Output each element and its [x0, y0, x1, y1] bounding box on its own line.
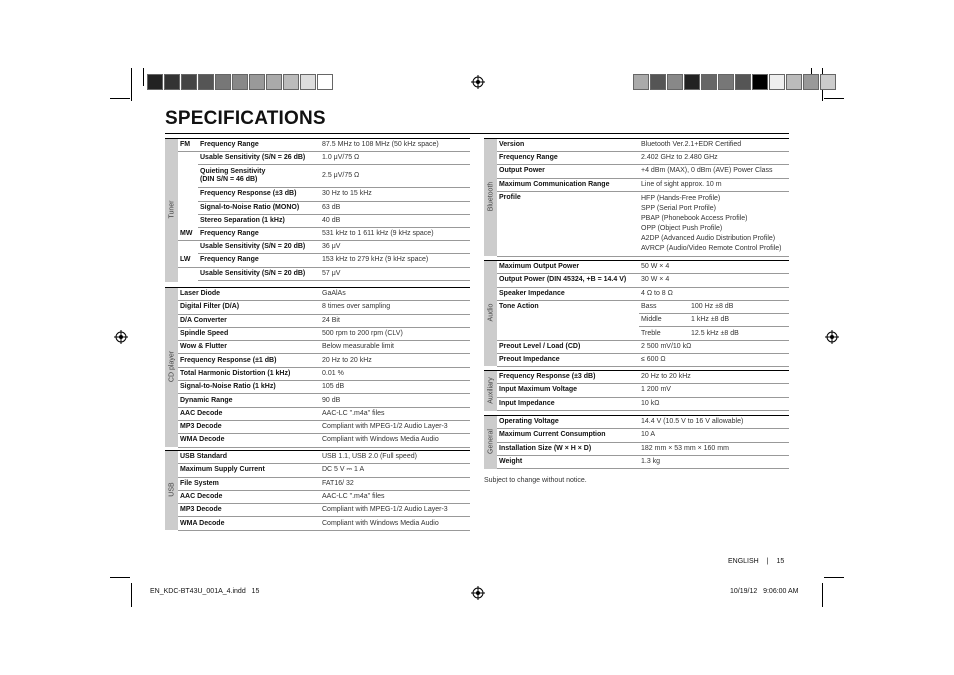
- registration-mark-icon: [825, 330, 839, 344]
- band-label: MW: [178, 227, 198, 240]
- table-row: [178, 214, 470, 227]
- spec-label: Operating Voltage: [497, 416, 639, 429]
- profile-item: SPP (Serial Port Profile): [641, 204, 716, 212]
- table-row: [178, 420, 470, 433]
- profile-item: A2DP (Advanced Audio Distribution Profile): [641, 234, 776, 242]
- table-row: [178, 367, 470, 380]
- spec-value: FAT16/ 32: [320, 477, 470, 490]
- spec-label: Input Maximum Voltage: [497, 384, 639, 397]
- table-row: [497, 300, 789, 313]
- color-swatch: [718, 74, 734, 90]
- spec-value: 14.4 V (10.5 V to 16 V allowable): [639, 416, 789, 429]
- color-swatch: [198, 74, 214, 90]
- spec-label: Preout Level / Load (CD): [497, 340, 639, 353]
- spec-label: Usable Sensitivity (S/N = 26 dB): [198, 152, 320, 165]
- color-swatch: [650, 74, 666, 90]
- table-row: [497, 371, 789, 384]
- table-row: [178, 341, 470, 354]
- spec-table: [497, 261, 789, 367]
- spec-value: 20 Hz to 20 kHz: [320, 354, 470, 367]
- spec-value: 30 W × 4: [639, 274, 789, 287]
- table-row: [178, 490, 470, 503]
- color-swatch: [769, 74, 785, 90]
- table-row: [178, 241, 470, 254]
- table-row: [497, 354, 789, 367]
- table-row: [178, 354, 470, 367]
- spec-value: Line of sight approx. 10 m: [639, 178, 789, 191]
- spec-label: Output Power (DIN 45324, +B = 14.4 V): [497, 274, 639, 287]
- table-row: [178, 314, 470, 327]
- color-swatch: [249, 74, 265, 90]
- spec-label: Usable Sensitivity (S/N = 20 dB): [198, 241, 320, 254]
- color-swatch: [300, 74, 316, 90]
- spec-value: DC 5 V ⎓ 1 A: [320, 464, 470, 477]
- table-row: [178, 254, 470, 267]
- spec-label: Frequency Response (±3 dB): [198, 188, 320, 201]
- table-row: [178, 188, 470, 201]
- spec-label: Version: [497, 139, 639, 152]
- spec-value: 8 times over sampling: [320, 301, 470, 314]
- color-swatch: [752, 74, 768, 90]
- band-label: [178, 214, 198, 227]
- page-title: SPECIFICATIONS: [165, 108, 326, 129]
- tone-band: Middle: [639, 314, 689, 327]
- footer-language: ENGLISH: [728, 558, 759, 565]
- band-label: [178, 201, 198, 214]
- color-swatch: [701, 74, 717, 90]
- table-row: [497, 261, 789, 274]
- table-row: [178, 227, 470, 240]
- spec-label: Speaker Impedance: [497, 287, 639, 300]
- color-swatch: [820, 74, 836, 90]
- spec-label: Tone Action: [497, 300, 639, 340]
- section-label-bar: [484, 415, 497, 469]
- spec-value: AAC-LC ".m4a" files: [320, 407, 470, 420]
- spec-label: USB Standard: [178, 451, 320, 464]
- table-row: [178, 464, 470, 477]
- color-bar-right: [633, 74, 837, 90]
- table-row: [497, 340, 789, 353]
- spec-label: Signal-to-Noise Ratio (MONO): [198, 201, 320, 214]
- section-label-bar: [165, 287, 178, 447]
- spec-value: AAC-LC ".m4a" files: [320, 490, 470, 503]
- spec-label: Frequency Response (±3 dB): [497, 371, 639, 384]
- spec-value: +4 dBm (MAX), 0 dBm (AVE) Power Class: [639, 165, 789, 178]
- spec-label: Output Power: [497, 165, 639, 178]
- spec-value: 105 dB: [320, 381, 470, 394]
- spec-label: Preout Impedance: [497, 354, 639, 367]
- table-row: [497, 397, 789, 410]
- section-label: Bluetooth: [487, 181, 494, 212]
- table-row: [178, 267, 470, 280]
- profile-item: HFP (Hands-Free Profile): [641, 194, 721, 202]
- table-row: [497, 416, 789, 429]
- spec-value: USB 1.1, USB 2.0 (Full speed): [320, 451, 470, 464]
- spec-value: 2 500 mV/10 kΩ: [639, 340, 789, 353]
- color-swatch: [181, 74, 197, 90]
- profile-item: PBAP (Phonebook Access Profile): [641, 214, 748, 222]
- spec-value: 40 dB: [320, 214, 470, 227]
- print-date-info: 10/19/12 9:06:00 AM: [730, 588, 799, 595]
- spec-label: Total Harmonic Distortion (1 kHz): [178, 367, 320, 380]
- spec-label: WMA Decode: [178, 517, 320, 530]
- table-row: [178, 407, 470, 420]
- section-label: USB: [168, 482, 175, 497]
- section-label-bar: [484, 138, 497, 256]
- spec-label: Digital Filter (D/A): [178, 301, 320, 314]
- table-row: [497, 191, 789, 256]
- table-row: [497, 442, 789, 455]
- color-bar-left: [147, 74, 334, 90]
- section-label: Auxiliary: [487, 376, 494, 404]
- spec-value: GaAlAs: [320, 288, 470, 301]
- spec-label: Maximum Communication Range: [497, 178, 639, 191]
- table-row: [178, 201, 470, 214]
- color-swatch: [266, 74, 282, 90]
- color-swatch: [283, 74, 299, 90]
- table-row: [178, 477, 470, 490]
- tone-band: Treble: [639, 327, 689, 340]
- spec-value: 153 kHz to 279 kHz (9 kHz space): [320, 254, 470, 267]
- disclaimer-note: Subject to change without notice.: [484, 477, 587, 484]
- table-row: [497, 152, 789, 165]
- table-row: [178, 381, 470, 394]
- spec-value: Compliant with Windows Media Audio: [320, 434, 470, 447]
- spec-label: Signal-to-Noise Ratio (1 kHz): [178, 381, 320, 394]
- spec-table: [497, 416, 789, 469]
- spec-value: 90 dB: [320, 394, 470, 407]
- spec-value: 531 kHz to 1 611 kHz (9 kHz space): [320, 227, 470, 240]
- band-label: [178, 152, 198, 165]
- color-swatch: [164, 74, 180, 90]
- spec-label: MP3 Decode: [178, 504, 320, 517]
- band-label: [178, 241, 198, 254]
- table-row: [497, 139, 789, 152]
- spec-value: Below measurable limit: [320, 341, 470, 354]
- table-row: [178, 517, 470, 530]
- spec-value: Bluetooth Ver.2.1+EDR Certified: [639, 139, 789, 152]
- band-label: FM: [178, 139, 198, 152]
- spec-label: Usable Sensitivity (S/N = 20 dB): [198, 267, 320, 280]
- spec-value: 2.402 GHz to 2.480 GHz: [639, 152, 789, 165]
- spec-value: 1.3 kg: [639, 455, 789, 468]
- spec-value: 500 rpm to 200 rpm (CLV): [320, 327, 470, 340]
- color-swatch: [633, 74, 649, 90]
- spec-label: Frequency Range: [198, 227, 320, 240]
- crop-mark: [131, 583, 132, 607]
- spec-label: Installation Size (W × H × D): [497, 442, 639, 455]
- footer-separator: |: [766, 558, 769, 565]
- tone-value: 12.5 kHz ±8 dB: [689, 327, 789, 340]
- tone-value: 1 kHz ±8 dB: [689, 314, 789, 327]
- spec-value: 10 kΩ: [639, 397, 789, 410]
- section-label-bar: [165, 138, 178, 282]
- spec-label: Frequency Range: [198, 254, 320, 267]
- table-row: [497, 178, 789, 191]
- color-swatch: [684, 74, 700, 90]
- table-row: [497, 455, 789, 468]
- spec-value: 63 dB: [320, 201, 470, 214]
- band-label: [178, 267, 198, 280]
- footer-page-number: 15: [776, 558, 785, 565]
- spec-value: 36 μV: [320, 241, 470, 254]
- crop-mark: [110, 577, 130, 578]
- table-row: [178, 327, 470, 340]
- table-row: [178, 451, 470, 464]
- spec-label: Maximum Current Consumption: [497, 429, 639, 442]
- table-row: [497, 384, 789, 397]
- print-file-info: EN_KDC-BT43U_001A_4.indd 15: [150, 588, 260, 595]
- spec-table: [497, 139, 789, 257]
- color-swatch: [317, 74, 333, 90]
- registration-mark-icon: [114, 330, 128, 344]
- spec-label: Frequency Range: [497, 152, 639, 165]
- registration-mark-icon: [471, 586, 485, 600]
- crop-mark: [822, 583, 823, 607]
- table-row: [178, 434, 470, 447]
- section-label: General: [487, 429, 494, 454]
- spec-value: 4 Ω to 8 Ω: [639, 287, 789, 300]
- spec-table: [497, 371, 789, 411]
- spec-label: WMA Decode: [178, 434, 320, 447]
- spec-value: 57 μV: [320, 267, 470, 280]
- spec-value: 10 A: [639, 429, 789, 442]
- spec-value: 30 Hz to 15 kHz: [320, 188, 470, 201]
- band-label: LW: [178, 254, 198, 267]
- spec-value: Compliant with MPEG-1/2 Audio Layer-3: [320, 420, 470, 433]
- spec-value: 87.5 MHz to 108 MHz (50 kHz space): [320, 139, 470, 152]
- spec-label: Spindle Speed: [178, 327, 320, 340]
- section-label: Tuner: [168, 200, 175, 219]
- spec-value: 1.0 μV/75 Ω: [320, 152, 470, 165]
- table-row: [497, 429, 789, 442]
- spec-value: 2.5 μV/75 Ω: [320, 165, 470, 188]
- spec-value: 0.01 %: [320, 367, 470, 380]
- spec-value: 182 mm × 53 mm × 160 mm: [639, 442, 789, 455]
- section-label: CD player: [168, 350, 175, 383]
- spec-label: AAC Decode: [178, 490, 320, 503]
- spec-label: Quieting Sensitivity (DIN S/N = 46 dB): [198, 165, 320, 188]
- color-swatch: [786, 74, 802, 90]
- spec-table: [178, 288, 470, 448]
- spec-label: Stereo Separation (1 kHz): [198, 214, 320, 227]
- registration-mark-icon: [471, 75, 485, 89]
- spec-table: [178, 451, 470, 531]
- spec-label: AAC Decode: [178, 407, 320, 420]
- table-row: [497, 287, 789, 300]
- spec-label: Weight: [497, 455, 639, 468]
- spec-value: 50 W × 4: [639, 261, 789, 274]
- spec-value: Compliant with MPEG-1/2 Audio Layer-3: [320, 504, 470, 517]
- spec-label: Maximum Supply Current: [178, 464, 320, 477]
- color-swatch: [735, 74, 751, 90]
- table-row: [497, 165, 789, 178]
- color-swatch: [803, 74, 819, 90]
- crop-mark: [824, 98, 844, 99]
- tone-value: 100 Hz ±8 dB: [689, 300, 789, 313]
- spec-value: ≤ 600 Ω: [639, 354, 789, 367]
- page-footer: [728, 558, 784, 565]
- crop-mark: [110, 98, 130, 99]
- spec-label: Input Impedance: [497, 397, 639, 410]
- spec-value: 1 200 mV: [639, 384, 789, 397]
- table-row: [178, 139, 470, 152]
- spec-label: Laser Diode: [178, 288, 320, 301]
- spec-value: Compliant with Windows Media Audio: [320, 517, 470, 530]
- spec-label: Frequency Range: [198, 139, 320, 152]
- profile-item: OPP (Object Push Profile): [641, 224, 723, 232]
- table-row: [178, 152, 470, 165]
- band-label: [178, 188, 198, 201]
- spec-label: Profile: [497, 191, 639, 256]
- spec-value: 24 Bit: [320, 314, 470, 327]
- table-row: [497, 274, 789, 287]
- table-row: [178, 165, 470, 188]
- table-row: [178, 504, 470, 517]
- spec-label: Wow & Flutter: [178, 341, 320, 354]
- band-label: [178, 165, 198, 188]
- spec-value: 20 Hz to 20 kHz: [639, 371, 789, 384]
- crop-mark: [824, 577, 844, 578]
- profile-item: AVRCP (Audio/Video Remote Control Profile): [641, 244, 782, 252]
- section-label: Audio: [487, 303, 494, 322]
- crop-mark: [143, 68, 144, 86]
- spec-label: File System: [178, 477, 320, 490]
- color-swatch: [215, 74, 231, 90]
- spec-table: [178, 139, 470, 281]
- title-rule: [165, 133, 789, 134]
- spec-label: Frequency Response (±1 dB): [178, 354, 320, 367]
- table-row: [178, 301, 470, 314]
- table-row: [178, 394, 470, 407]
- table-row: [178, 288, 470, 301]
- section-label-bar: [165, 450, 178, 530]
- spec-label: D/A Converter: [178, 314, 320, 327]
- crop-mark: [131, 68, 132, 101]
- spec-label: Maximum Output Power: [497, 261, 639, 274]
- color-swatch: [667, 74, 683, 90]
- tone-band: Bass: [639, 300, 689, 313]
- color-swatch: [232, 74, 248, 90]
- spec-label: MP3 Decode: [178, 420, 320, 433]
- spec-label: Dynamic Range: [178, 394, 320, 407]
- color-swatch: [147, 74, 163, 90]
